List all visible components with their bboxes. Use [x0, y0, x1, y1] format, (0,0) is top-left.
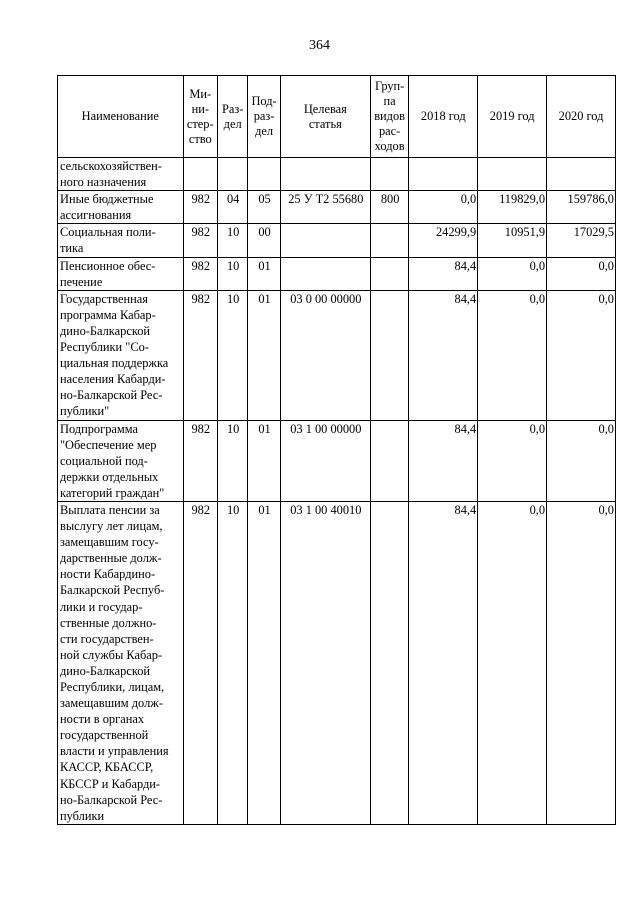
cell-subsection: 01	[248, 257, 280, 290]
cell-ministry	[183, 158, 217, 191]
cell-group	[370, 290, 408, 420]
cell-group: 800	[370, 191, 408, 224]
cell-group	[370, 158, 408, 191]
cell-ministry: 982	[183, 420, 217, 501]
table-row	[58, 191, 616, 224]
header-year-2018: 2018 год	[409, 76, 478, 158]
cell-subsection: 01	[248, 501, 280, 824]
cell-name: сельскохозяйствен- ного назначения	[58, 158, 184, 191]
cell-section: 04	[217, 191, 247, 224]
cell-group	[370, 257, 408, 290]
cell-2020	[547, 158, 616, 191]
page-number: 364	[309, 38, 330, 53]
table-header-row	[58, 76, 616, 158]
header-section: Раз- дел	[217, 76, 247, 158]
cell-2020: 17029,5	[547, 224, 616, 257]
cell-2018: 0,0	[409, 191, 478, 224]
cell-name: Подпрограмма "Обеспечение мер социальной под- держки отдельных категорий граждан"	[58, 420, 184, 501]
cell-2018: 84,4	[409, 420, 478, 501]
header-ministry: Ми- ни- стер- ство	[183, 76, 217, 158]
cell-2020: 0,0	[547, 420, 616, 501]
cell-2020: 0,0	[547, 257, 616, 290]
cell-target: 03 1 00 40010	[280, 501, 370, 824]
header-expense-group: Груп- па видов рас- ходов	[370, 76, 408, 158]
cell-2018: 24299,9	[409, 224, 478, 257]
header-year-2020: 2020 год	[547, 76, 616, 158]
cell-group	[370, 501, 408, 824]
cell-2019: 119829,0	[478, 191, 547, 224]
cell-2019: 0,0	[478, 420, 547, 501]
cell-subsection: 01	[248, 290, 280, 420]
cell-ministry: 982	[183, 501, 217, 824]
cell-2019	[478, 158, 547, 191]
cell-subsection	[248, 158, 280, 191]
cell-target	[280, 257, 370, 290]
cell-ministry: 982	[183, 224, 217, 257]
cell-section: 10	[217, 501, 247, 824]
cell-name: Пенсионное обес- печение	[58, 257, 184, 290]
cell-2018: 84,4	[409, 501, 478, 824]
cell-2019: 10951,9	[478, 224, 547, 257]
cell-2018: 84,4	[409, 257, 478, 290]
cell-2019: 0,0	[478, 501, 547, 824]
cell-subsection: 00	[248, 224, 280, 257]
cell-name: Иные бюджетные ассигнования	[58, 191, 184, 224]
table-row	[58, 257, 616, 290]
cell-2018: 84,4	[409, 290, 478, 420]
cell-section: 10	[217, 420, 247, 501]
cell-section: 10	[217, 257, 247, 290]
cell-ministry: 982	[183, 257, 217, 290]
table-row	[58, 420, 616, 501]
cell-target	[280, 158, 370, 191]
header-year-2019: 2019 год	[478, 76, 547, 158]
cell-2020: 0,0	[547, 290, 616, 420]
cell-subsection: 01	[248, 420, 280, 501]
table-row	[58, 158, 616, 191]
cell-target	[280, 224, 370, 257]
cell-name: Государственная программа Кабар- дино-Балкарской Республики "Со- циальная поддержка населения Кабарди- но-Балкарской Рес- публики"	[58, 290, 184, 420]
cell-2020: 0,0	[547, 501, 616, 824]
table-row	[58, 290, 616, 420]
cell-ministry: 982	[183, 290, 217, 420]
cell-group	[370, 224, 408, 257]
cell-ministry: 982	[183, 191, 217, 224]
cell-2020: 159786,0	[547, 191, 616, 224]
cell-section: 10	[217, 290, 247, 420]
header-subsection: Под- раз- дел	[248, 76, 280, 158]
budget-table	[57, 75, 616, 825]
cell-2018	[409, 158, 478, 191]
header-name: Наименование	[58, 76, 184, 158]
cell-name: Социальная поли- тика	[58, 224, 184, 257]
cell-group	[370, 420, 408, 501]
cell-subsection: 05	[248, 191, 280, 224]
cell-name: Выплата пенсии за выслугу лет лицам, замещавшим госу- дарственные долж- ности Кабардино- Балкарской Респуб- лики и государ- ственные должно- сти государствен- ной службы Кабар- дино-Балкарской Республики, лицам, замещавшим долж- ности в органах государственной власти и управления КАССР, КБАССР, КБССР и Кабарди- но-Балкарской Рес- публики	[58, 501, 184, 824]
cell-target: 25 У Т2 55680	[280, 191, 370, 224]
header-target-article: Целевая статья	[280, 76, 370, 158]
cell-2019: 0,0	[478, 257, 547, 290]
cell-section	[217, 158, 247, 191]
table-row	[58, 501, 616, 824]
cell-2019: 0,0	[478, 290, 547, 420]
cell-target: 03 1 00 00000	[280, 420, 370, 501]
cell-section: 10	[217, 224, 247, 257]
cell-target: 03 0 00 00000	[280, 290, 370, 420]
table-row	[58, 224, 616, 257]
